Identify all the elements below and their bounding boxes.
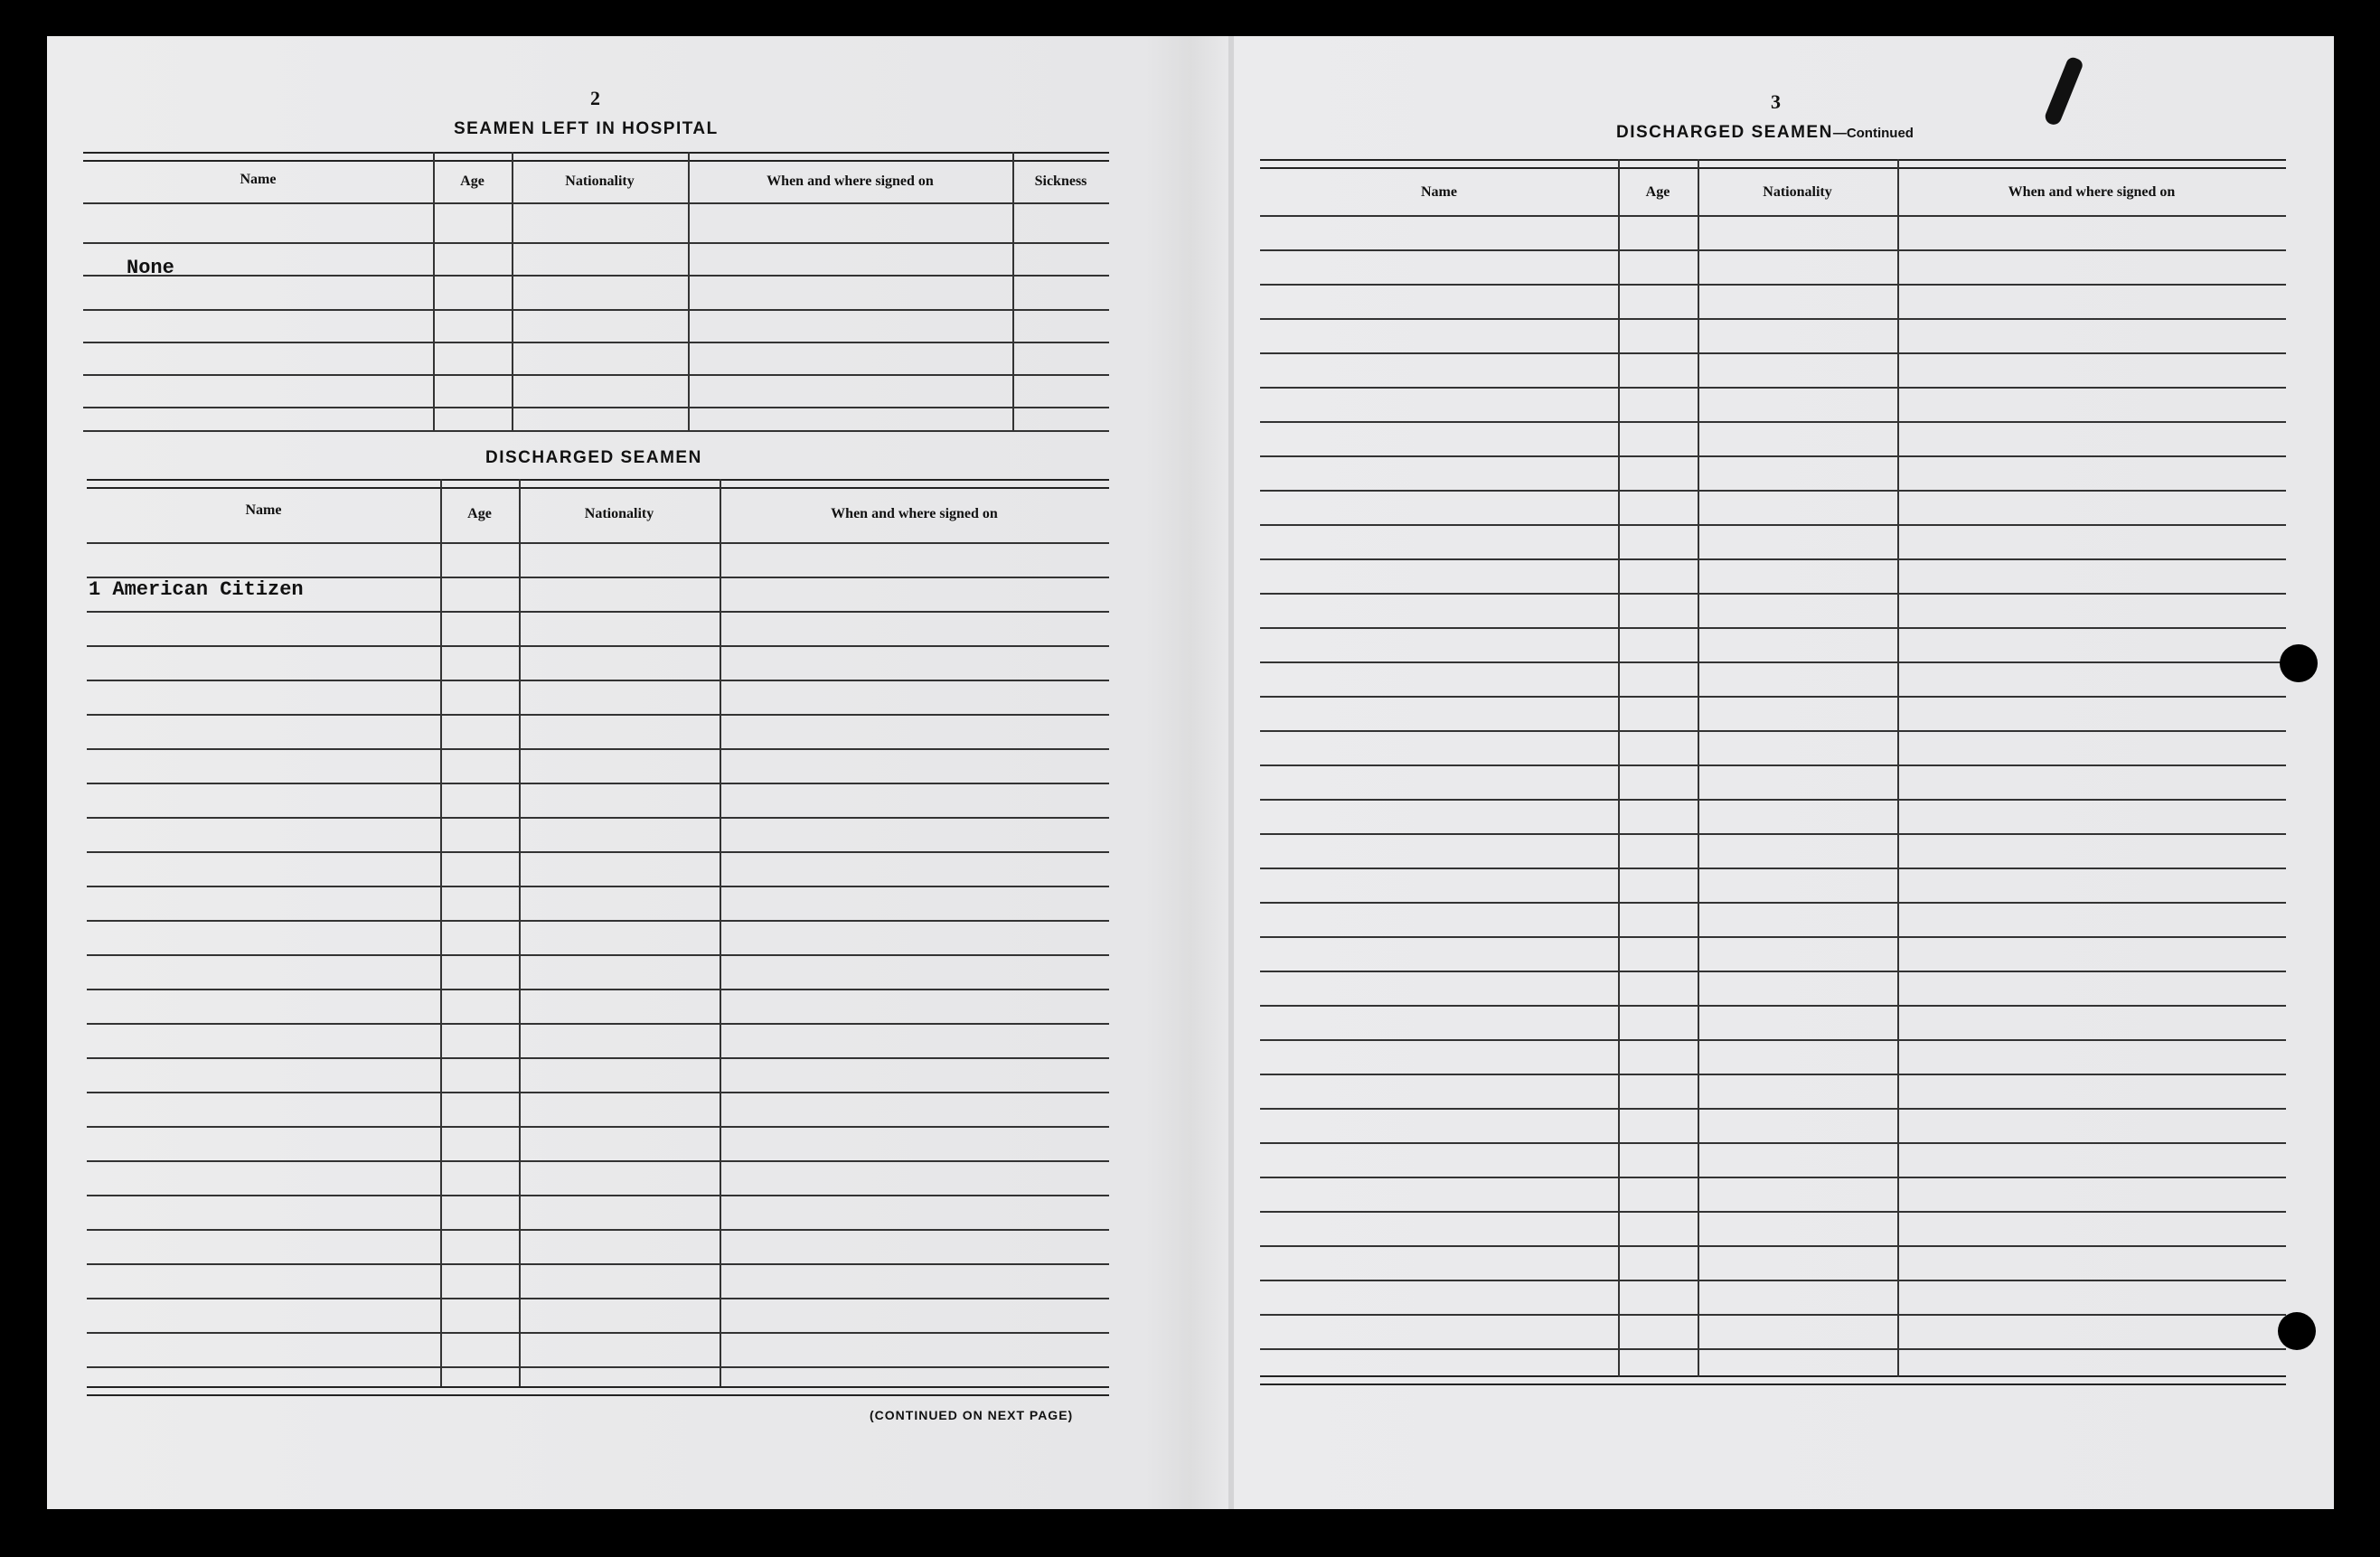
col-name: Name (245, 502, 282, 518)
hospital-table (83, 152, 1109, 470)
document-sheet (47, 36, 2334, 1509)
col-name: Name (240, 172, 277, 187)
hospital-entry-name: None (127, 257, 174, 279)
col-nationality: Nationality (584, 506, 654, 521)
page-number-left: 2 (590, 87, 600, 109)
discharged-section-title: DISCHARGED SEAMEN (485, 448, 702, 467)
col-sickness: Sickness (1034, 174, 1087, 189)
col-nationality: Nationality (565, 174, 635, 189)
col-nationality: Nationality (1763, 184, 1832, 200)
discharged-table-left (87, 479, 1109, 1437)
discharged-table-right (1260, 159, 2286, 1439)
page-number-right: 3 (1771, 90, 1781, 113)
col-name: Name (1421, 184, 1457, 200)
continued-note: (CONTINUED ON NEXT PAGE) (870, 1408, 1074, 1422)
ink-smudge (2043, 55, 2084, 127)
page-fold (1228, 36, 1234, 1509)
col-when-where: When and where signed on (831, 506, 998, 521)
hospital-section-title: SEAMEN LEFT IN HOSPITAL (454, 119, 719, 138)
col-when-where: When and where signed on (767, 174, 934, 189)
discharged-entry-name: 1 American Citizen (89, 578, 304, 601)
col-age: Age (1645, 184, 1670, 200)
punch-hole (2278, 1312, 2316, 1350)
col-age: Age (467, 506, 492, 521)
col-when-where: When and where signed on (2008, 184, 2176, 200)
discharged-continued-title: DISCHARGED SEAMEN—Continued (1616, 123, 1914, 142)
punch-hole (2280, 644, 2318, 682)
col-age: Age (460, 174, 484, 189)
